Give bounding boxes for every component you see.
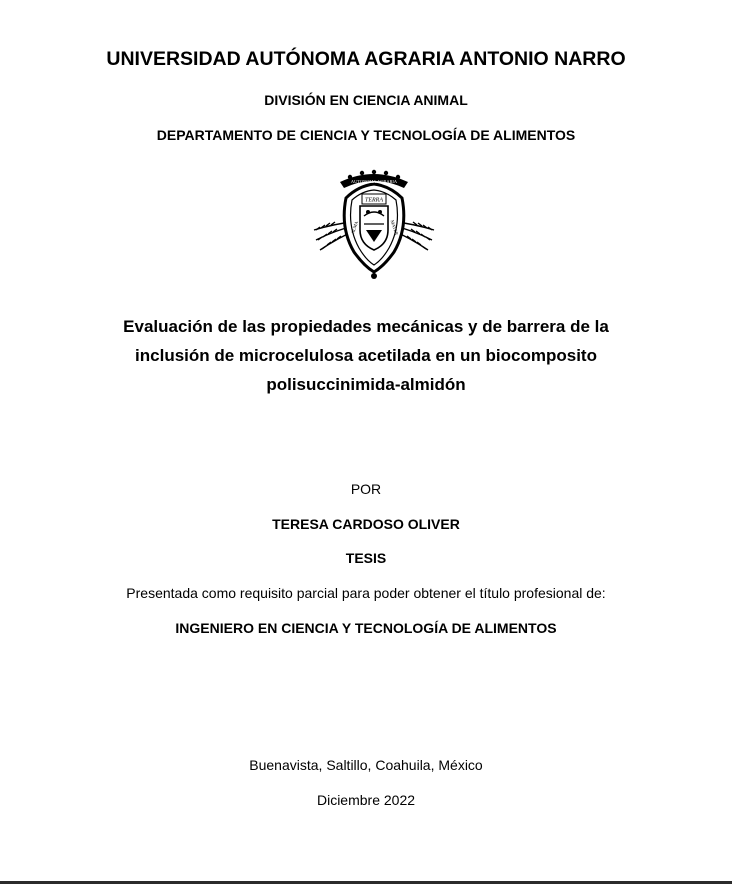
- requisite-statement: Presentada como requisito parcial para poder obtener el título profesional de:: [126, 585, 606, 601]
- university-crest-icon: [310, 168, 438, 280]
- thesis-title-line: Evaluación de las propiedades mecánicas y de barrera de la: [123, 317, 609, 336]
- thesis-title-line: inclusión de microcelulosa acetilada en un biocomposito: [135, 346, 597, 365]
- degree-name: INGENIERO EN CIENCIA Y TECNOLOGÍA DE ALIMENTOS: [175, 620, 557, 636]
- crest-left-text: ALMA: [350, 220, 360, 235]
- date-text: Diciembre 2022: [316, 792, 416, 808]
- document-type: TESIS: [345, 550, 387, 566]
- thesis-title-line: polisuccinimida-almidón: [266, 375, 466, 394]
- author-name: TERESA CARDOSO OLIVER: [272, 516, 460, 532]
- crest-right-text: MATER: [389, 219, 400, 236]
- department-name: DEPARTAMENTO DE CIENCIA Y TECNOLOGÍA DE ALIMENTOS: [156, 127, 576, 143]
- division-name: DIVISIÓN EN CIENCIA ANIMAL: [264, 92, 468, 108]
- place-text: Buenavista, Saltillo, Coahuila, México: [249, 757, 483, 773]
- by-label: POR: [350, 481, 382, 497]
- university-name: UNIVERSIDAD AUTÓNOMA AGRARIA ANTONIO NARRO: [106, 48, 626, 70]
- thesis-title: [0, 312, 732, 399]
- crest-banner-text: TERRA: [365, 197, 383, 204]
- crest-shield: [360, 194, 388, 250]
- crest-ring-text: AUTONOMA AGRARIA: [350, 179, 398, 184]
